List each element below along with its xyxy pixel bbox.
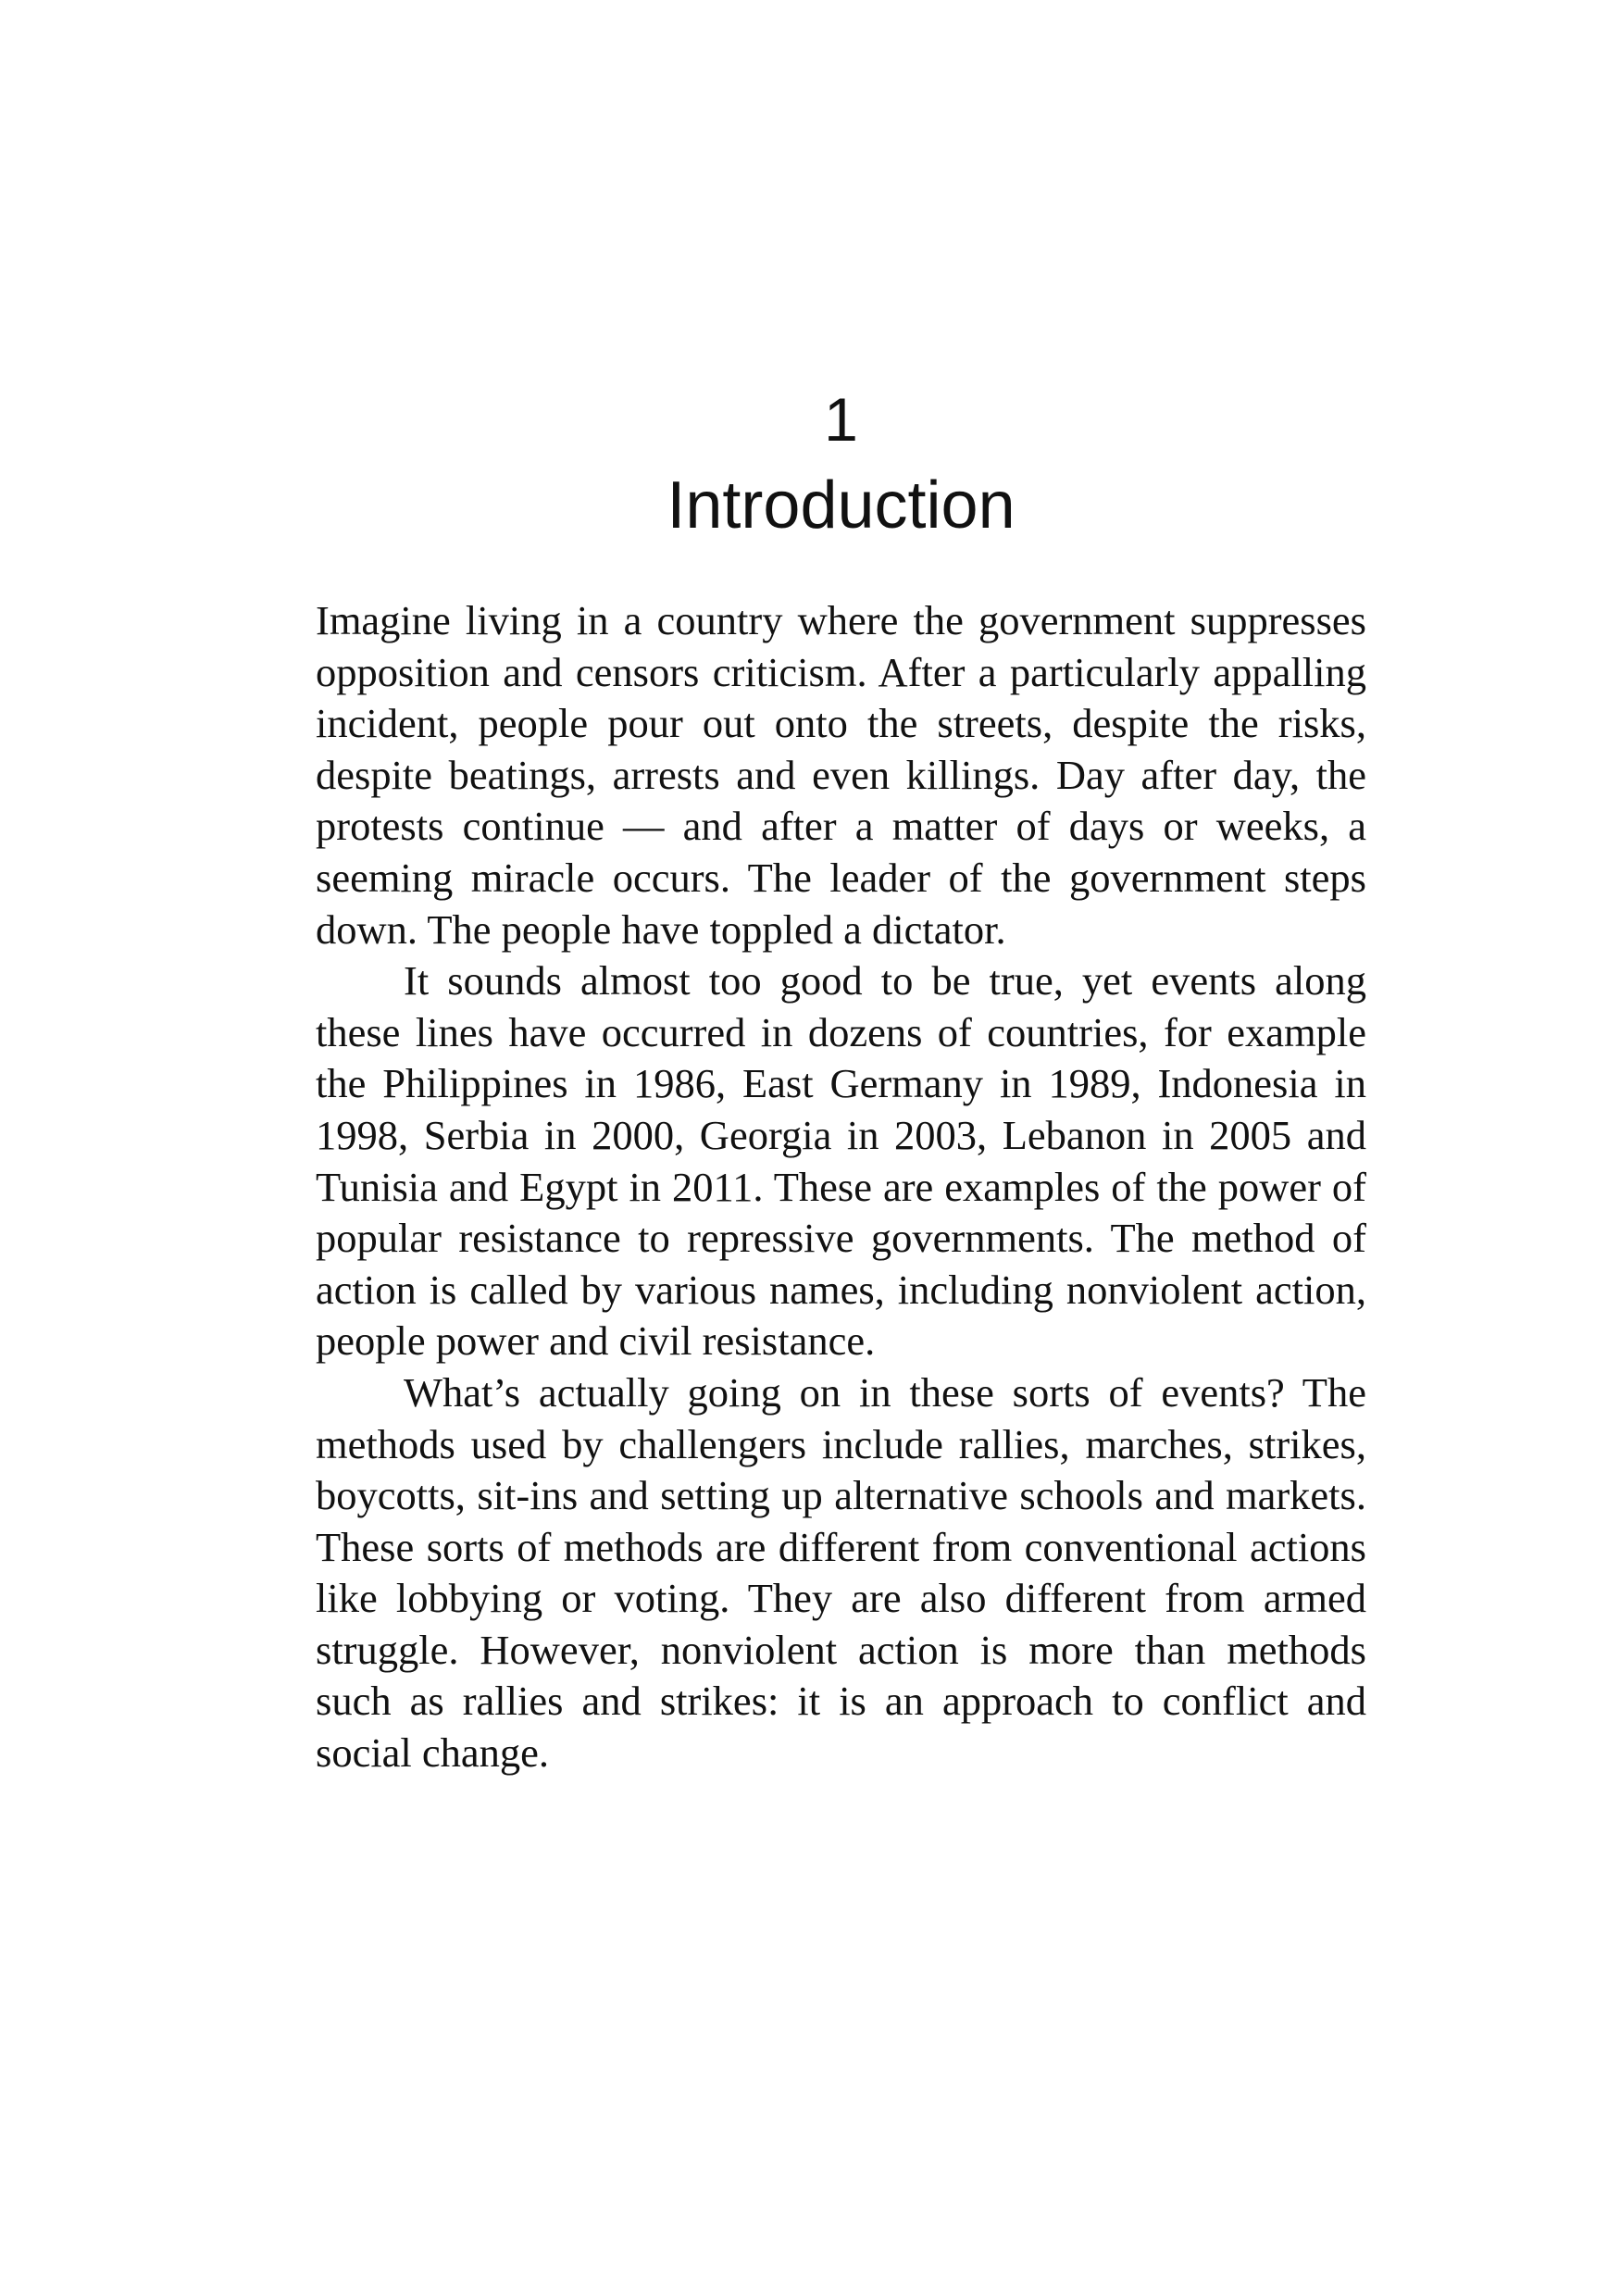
- chapter-title: Introduction: [667, 468, 1016, 543]
- chapter-number: 1: [824, 385, 858, 454]
- paragraph-1: Imagine living in a country where the government suppresses opposition and censors criticism. After a particularly appalling incident, people pour out onto the streets, despite the risks, despite beatings, arrests and even killings. Day after day, the protests continue — and after a matter of days or weeks, a seeming miracle occurs. The leader of the government steps down. The people have toppled a dictator.: [316, 597, 1366, 953]
- chapter-heading: [316, 380, 1366, 552]
- chapter-body: [316, 595, 1366, 1779]
- paragraph-3: What’s actually going on in these sorts of events? The methods used by challengers include rallies, marches, strikes, boycotts, sit-ins and setting up alternative schools and markets. These sorts of methods are different from conventional actions like lobbying or voting. They are also different from armed struggle. However, nonviolent action is more than methods such as rallies and strikes: it is an approach to conflict and social change.: [316, 1368, 1366, 1777]
- paragraph-2: It sounds almost too good to be true, yet events along these lines have occurred in dozens of countries, for example the Philippines in 1986, East Germany in 1989, Indonesia in 1998, Serbia in 2000, Georgia in 2003, Lebanon in 2005 and Tunisia and Egypt in 2011. These are examples of the power of popular resistance to repressive governments. The method of action is called by various names, including nonviolent action, people power and civil resistance.: [316, 957, 1366, 1365]
